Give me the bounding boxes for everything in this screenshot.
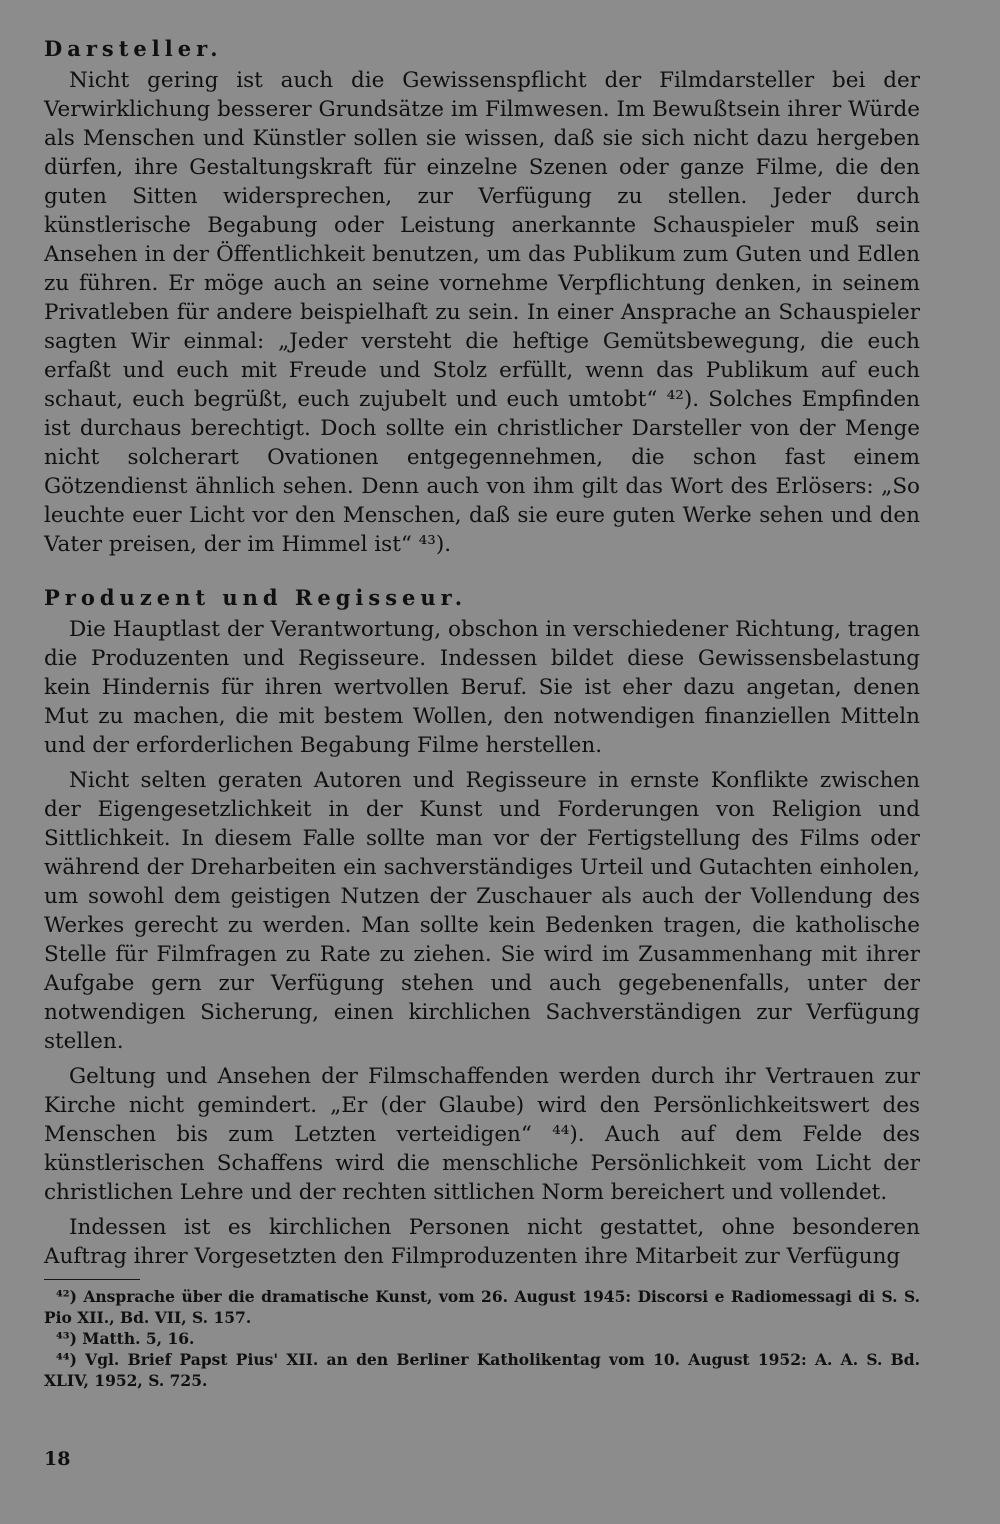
footnote-divider	[44, 1279, 140, 1280]
footnote: ⁴⁴) Vgl. Brief Papst Pius' XII. an den Berliner Katholikentag vom 10. August 1952: A. A. S. Bd. XLIV, 1952, S. 725.	[44, 1350, 920, 1390]
page-content	[44, 36, 920, 1391]
paragraph: Nicht gering ist auch die Gewissenspflicht der Filmdarsteller bei der Verwirklichung besserer Grundsätze im Filmwesen. Im Bewußtsein ihrer Würde als Menschen und Künstler sollen sie wissen, daß sie sich nicht dazu hergeben dürfen, ihre Gestaltungskraft für einzelne Szenen oder ganze Filme, die den guten Sitten widersprechen, zur Verfügung zu stellen. Jeder durch künstlerische Begabung oder Leistung anerkannte Schauspieler muß sein Ansehen in der Öffentlichkeit benutzen, um das Publikum zum Guten und Edlen zu führen. Er möge auch an seine vornehme Verpflichtung denken, in seinem Privatleben für andere beispielhaft zu sein. In einer Ansprache an Schauspieler sagten Wir einmal: „Jeder versteht die heftige Gemütsbewegung, die euch erfaßt und euch mit Freude und Stolz erfüllt, wenn das Publikum auf euch schaut, euch begrüßt, euch zujubelt und euch umtobt“ ⁴²). Solches Empfinden ist durchaus berechtigt. Doch sollte ein christlicher Darsteller von der Menge nicht solcherart Ovationen entgegennehmen, die schon fast einem Götzendienst ähnlich sehen. Denn auch von ihm gilt das Wort des Erlösers: „So leuchte euer Licht vor den Menschen, daß sie eure guten Werke sehen und den Vater preisen, der im Himmel ist“ ⁴³).	[44, 68, 920, 557]
paragraph: Indessen ist es kirchlichen Personen nicht gestattet, ohne besonderen Auftrag ihrer Vorgesetzten den Filmproduzenten ihre Mitarbeit zur Verfügung	[44, 1215, 920, 1269]
footnote: ⁴²) Ansprache über die dramatische Kunst, vom 26. August 1945: Discorsi e Radiomessagi di S. S. Pio XII., Bd. VII, S. 157.	[44, 1287, 920, 1327]
paragraph: Geltung und Ansehen der Filmschaffenden werden durch ihr Vertrauen zur Kirche nicht gemindert. „Er (der Glaube) wird den Persönlichkeitswert des Menschen bis zum Letzten verteidigen“ ⁴⁴). Auch auf dem Felde des künstlerischen Schaffens wird die menschliche Persönlichkeit vom Licht der christlichen Lehre und der rechten sittlichen Norm bereichert und vollendet.	[44, 1064, 920, 1205]
section-heading-darsteller: Darsteller.	[44, 36, 223, 61]
paragraph: Die Hauptlast der Verantwortung, obschon in verschiedener Richtung, tragen die Produzenten und Regisseure. Indessen bildet diese Gewissensbelastung kein Hindernis für ihren wertvollen Beruf. Sie ist eher dazu angetan, denen Mut zu machen, die mit bestem Wollen, den notwendigen finanziellen Mitteln und der erforderlichen Begabung Filme herstellen.	[44, 617, 920, 758]
section-heading-produzent: Produzent und Regisseur.	[44, 585, 468, 610]
paragraph: Nicht selten geraten Autoren und Regisseure in ernste Konflikte zwischen der Eigengesetzlichkeit in der Kunst und Forderungen von Religion und Sittlichkeit. In diesem Falle sollte man vor der Fertigstellung des Films oder während der Dreharbeiten ein sachverständiges Urteil und Gutachten einholen, um sowohl dem geistigen Nutzen der Zuschauer als auch der Vollendung des Werkes gerecht zu werden. Man sollte kein Bedenken tragen, die katholische Stelle für Filmfragen zu Rate zu ziehen. Sie wird im Zusammenhang mit ihrer Aufgabe gern zur Verfügung stehen und auch gegebenenfalls, unter der notwendigen Sicherung, einen kirchlichen Sachverständigen zur Verfügung stellen.	[44, 768, 920, 1054]
footnote: ⁴³) Matth. 5, 16.	[56, 1329, 195, 1348]
page-number: 18	[44, 1448, 71, 1470]
